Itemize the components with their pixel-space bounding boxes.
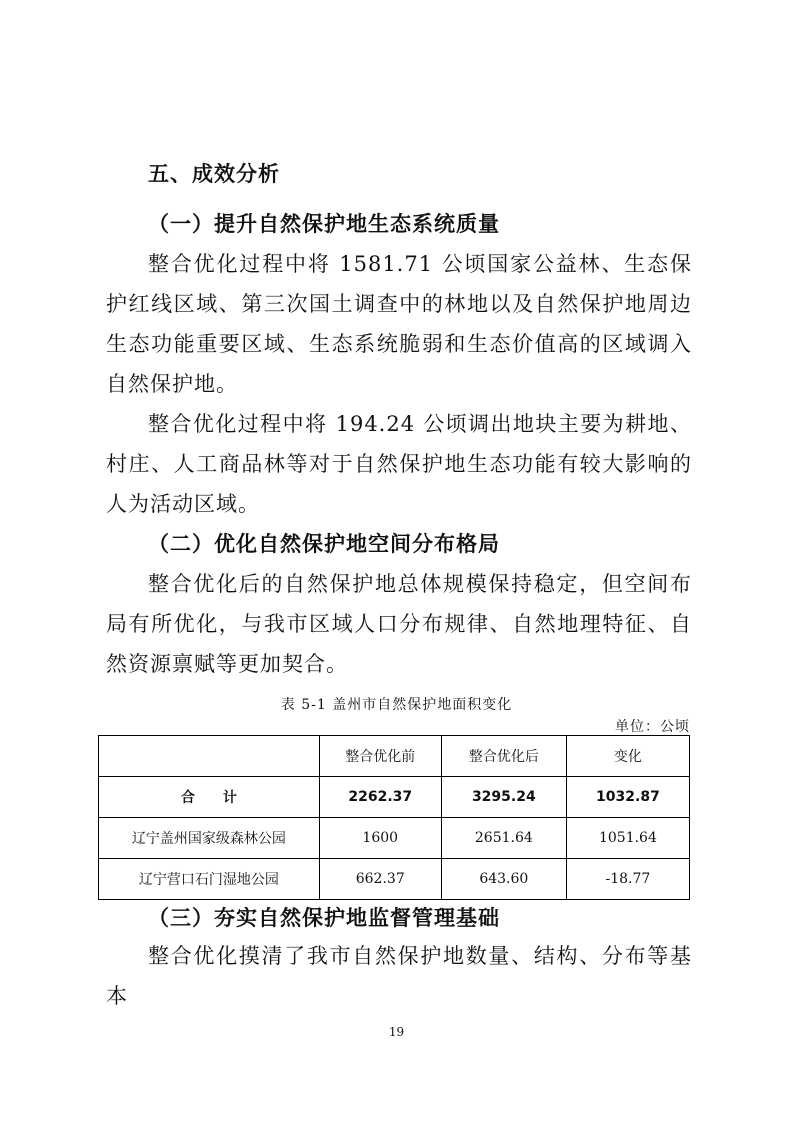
paragraph-2: 整合优化过程中将 194.24 公顷调出地块主要为耕地、村庄、人工商品林等对于自然保护地生态功能有较大影响的人为活动区域。 bbox=[106, 412, 692, 516]
paragraph-1: 整合优化过程中将 1581.71 公顷国家公益林、生态保护红线区域、第三次国土调查中的林地以及自然保护地周边生态功能重要区域、生态系统脆弱和生态价值高的区域调入自然保护地。 bbox=[106, 252, 692, 396]
paragraph-3: 整合优化后的自然保护地总体规模保持稳定，但空间布局有所优化，与我市区域人口分布规律、自然地理特征、自然资源禀赋等更加契合。 bbox=[106, 572, 692, 676]
table-cell: 2651.64 bbox=[441, 818, 566, 859]
table-cell: -18.77 bbox=[566, 859, 689, 900]
subsection-title-3: （三）夯实自然保护地监督管理基础 bbox=[148, 906, 500, 930]
table-cell: 1032.87 bbox=[566, 777, 689, 818]
table-header-cell: 变化 bbox=[566, 736, 689, 777]
table-cell: 3295.24 bbox=[441, 777, 566, 818]
table-row bbox=[99, 859, 690, 900]
total-label-cell bbox=[99, 777, 320, 818]
table-unit: 单位：公顷 bbox=[615, 719, 690, 735]
table-header-cell: 整合优化后 bbox=[441, 736, 566, 777]
table-cell: 662.37 bbox=[319, 859, 441, 900]
table-cell: 1051.64 bbox=[566, 818, 689, 859]
table-row bbox=[99, 818, 690, 859]
table-total-row bbox=[99, 777, 690, 818]
table-cell: 辽宁盖州国家级森林公园 bbox=[99, 818, 320, 859]
table-caption: 表 5-1 盖州市自然保护地面积变化 bbox=[280, 697, 513, 713]
table-header-cell bbox=[99, 736, 320, 777]
total-label: 合计 bbox=[180, 790, 265, 806]
subsection-title-1: （一）提升自然保护地生态系统质量 bbox=[148, 212, 500, 236]
area-change-table bbox=[98, 735, 690, 900]
table-cell: 643.60 bbox=[441, 859, 566, 900]
page-number: 19 bbox=[388, 1025, 405, 1039]
subsection-title-2: （二）优化自然保护地空间分布格局 bbox=[148, 532, 500, 556]
table-cell: 1600 bbox=[319, 818, 441, 859]
table-header-row bbox=[99, 736, 690, 777]
table-cell: 辽宁营口石门湿地公园 bbox=[99, 859, 320, 900]
paragraph-4: 整合优化摸清了我市自然保护地数量、结构、分布等基本 bbox=[106, 944, 692, 1008]
section-title: 五、成效分析 bbox=[148, 162, 280, 186]
table-header-cell: 整合优化前 bbox=[319, 736, 441, 777]
table-cell: 2262.37 bbox=[319, 777, 441, 818]
